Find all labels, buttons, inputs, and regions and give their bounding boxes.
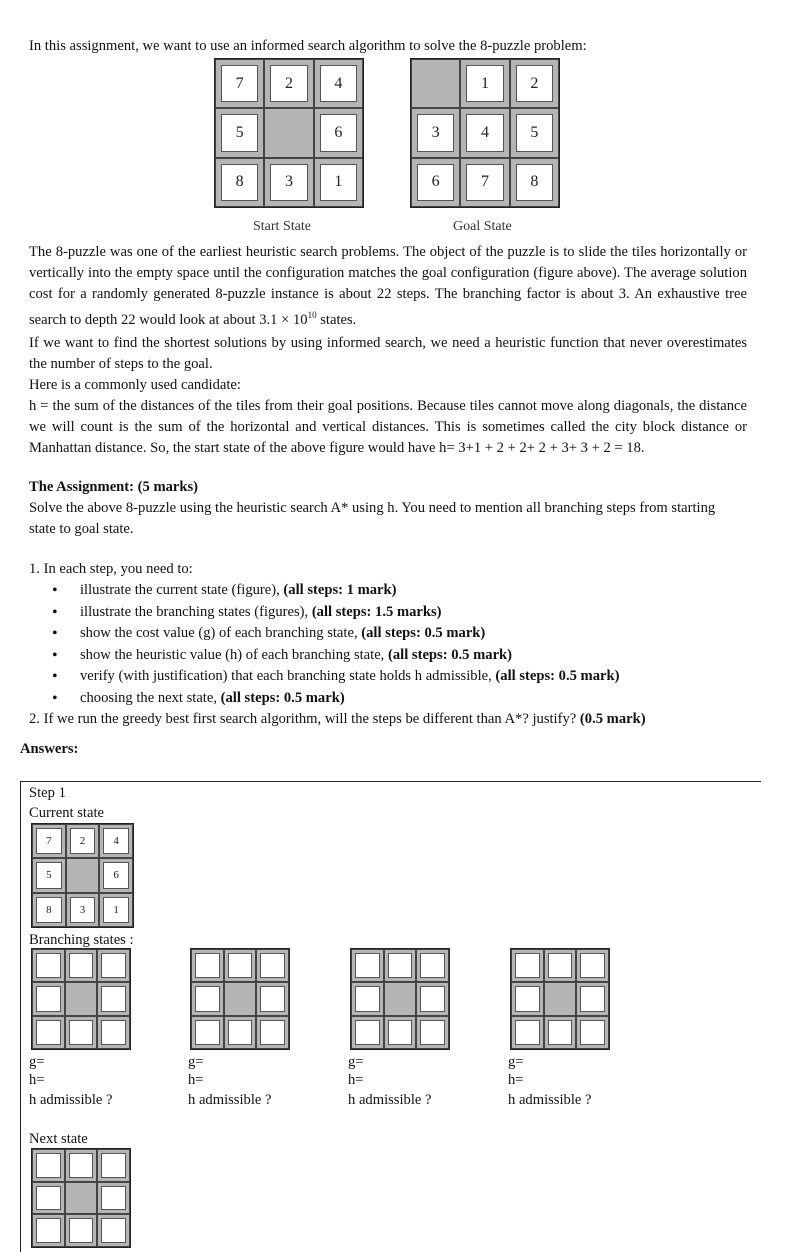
branching-state-cell xyxy=(511,982,544,1015)
start-state-grid xyxy=(214,58,364,208)
branching-state-tile xyxy=(260,986,285,1011)
current-state-tile: 7 xyxy=(36,828,62,854)
goal-state-cell xyxy=(460,108,509,157)
g-value-label: g= xyxy=(29,1054,45,1070)
branching-state-cell xyxy=(65,982,98,1015)
current-state-cell xyxy=(32,893,66,927)
next-state-tile xyxy=(36,1153,61,1178)
current-state-tile: 4 xyxy=(103,828,129,854)
branching-state-tile xyxy=(420,986,445,1011)
next-state-cell xyxy=(65,1182,98,1215)
start-state-cell xyxy=(264,59,313,108)
admissible-label: h admissible ? xyxy=(188,1092,272,1108)
next-state-cell xyxy=(97,1214,130,1247)
requirement-text: choosing the next state, xyxy=(80,689,221,706)
start-state-cell xyxy=(314,59,363,108)
current-state-cell xyxy=(66,858,100,892)
admissible-label: h admissible ? xyxy=(29,1092,113,1108)
requirement-text: illustrate the branching states (figures), xyxy=(80,603,312,620)
requirements-list xyxy=(52,580,619,709)
branching-state-cell xyxy=(351,1016,384,1049)
current-state-tile: 6 xyxy=(103,862,129,888)
branching-state-tile xyxy=(388,1020,413,1045)
requirement-item xyxy=(52,602,619,624)
requirement-item xyxy=(52,666,619,688)
goal-state-caption: Goal State xyxy=(453,219,512,234)
branching-state-cell xyxy=(65,1016,98,1049)
next-state-tile xyxy=(101,1153,126,1178)
branching-state-tile xyxy=(515,986,540,1011)
branching-state-cell xyxy=(544,949,577,982)
branching-state-cell xyxy=(384,1016,417,1049)
paragraph-1 xyxy=(29,242,747,331)
requirement-mark: (all steps: 0.5 mark) xyxy=(220,689,345,706)
current-state-tile: 3 xyxy=(70,897,96,923)
branching-state-tile xyxy=(260,953,285,978)
goal-state-cell xyxy=(460,59,509,108)
branching-state-cell xyxy=(256,982,289,1015)
goal-state-cell xyxy=(411,108,460,157)
item-1: 1. In each step, you need to: xyxy=(29,561,193,577)
current-state-tile: 1 xyxy=(103,897,129,923)
requirement-text: show the cost value (g) of each branching state, xyxy=(80,625,362,641)
requirement-item xyxy=(52,580,619,602)
branching-state-tile xyxy=(228,953,253,978)
h-value-label: h= xyxy=(188,1072,204,1088)
branching-state-tile xyxy=(548,1020,573,1045)
next-state-tile xyxy=(101,1186,126,1211)
branching-state-tile xyxy=(515,1020,540,1045)
branching-state-tile xyxy=(36,953,61,978)
g-value-label: g= xyxy=(348,1054,364,1070)
paragraph-2: If we want to find the shortest solutions by using informed search, we need a heuristic function that never overestimates the number of steps to the goal. xyxy=(29,335,747,372)
goal-state-tile: 4 xyxy=(466,114,503,151)
branching-state-tile xyxy=(101,953,126,978)
current-state-cell xyxy=(66,893,100,927)
start-state-tile: 4 xyxy=(320,65,357,102)
next-state-cell xyxy=(65,1214,98,1247)
h-value-label: h= xyxy=(348,1072,364,1088)
item-2-text: 2. If we run the greedy best first search algorithm, will the steps be different than A*? justify? xyxy=(29,711,580,727)
next-state-cell xyxy=(97,1149,130,1182)
requirement-mark: (all steps: 0.5 mark) xyxy=(361,625,486,641)
goal-state-tile: 1 xyxy=(466,65,503,102)
branching-state-cell xyxy=(544,982,577,1015)
branching-state-cell xyxy=(224,1016,257,1049)
start-state-cell xyxy=(264,108,313,157)
next-state-tile xyxy=(101,1218,126,1243)
current-state-cell xyxy=(99,893,133,927)
branching-state-tile xyxy=(228,1020,253,1045)
branching-state-cell xyxy=(224,982,257,1015)
branching-state-cell xyxy=(65,949,98,982)
start-state-tile: 7 xyxy=(221,65,258,102)
goal-state-tile: 2 xyxy=(516,65,553,102)
paragraph-1-end: states. xyxy=(316,311,357,328)
branching-state-grid xyxy=(31,948,131,1050)
branching-state-grid xyxy=(510,948,610,1050)
branching-state-cell xyxy=(576,949,609,982)
branching-state-cell xyxy=(32,982,65,1015)
start-state-cell xyxy=(215,59,264,108)
branching-state-cell xyxy=(256,1016,289,1049)
goal-state-tile: 3 xyxy=(417,114,454,151)
next-state-cell xyxy=(65,1149,98,1182)
next-state-cell xyxy=(32,1214,65,1247)
g-value-label: g= xyxy=(508,1054,524,1070)
branching-state-grid xyxy=(350,948,450,1050)
assignment-title: The Assignment: (5 marks) xyxy=(29,479,199,495)
next-state-cell xyxy=(97,1182,130,1215)
next-state-cell xyxy=(32,1149,65,1182)
state-count xyxy=(259,312,316,328)
branching-state-tile xyxy=(580,986,605,1011)
goal-state-cell xyxy=(411,59,460,108)
requirement-text: show the heuristic value (h) of each branching state, xyxy=(80,646,388,663)
branching-state-tile xyxy=(69,953,94,978)
goal-state-cell xyxy=(510,59,559,108)
current-state-tile: 8 xyxy=(36,897,62,923)
goal-state-tile: 8 xyxy=(516,164,553,201)
requirement-mark: (all steps: 0.5 mark) xyxy=(495,668,620,684)
branching-state-tile xyxy=(580,953,605,978)
goal-state-cell xyxy=(510,158,559,207)
branching-state-cell xyxy=(32,949,65,982)
branching-state-tile xyxy=(101,1020,126,1045)
item-2-mark: (0.5 mark) xyxy=(579,711,646,727)
current-state-cell xyxy=(66,824,100,858)
current-state-cell xyxy=(32,858,66,892)
goal-state-grid xyxy=(410,58,560,208)
start-state-cell xyxy=(314,158,363,207)
g-value-label: g= xyxy=(188,1054,204,1070)
branching-state-tile xyxy=(36,1020,61,1045)
requirement-item xyxy=(52,688,619,710)
start-state-tile: 2 xyxy=(270,65,307,102)
branching-state-tile xyxy=(355,953,380,978)
state-count-exponent: 10 xyxy=(307,310,317,320)
start-state-tile: 6 xyxy=(320,114,357,151)
next-state-tile xyxy=(36,1186,61,1211)
branching-state-tile xyxy=(515,953,540,978)
branching-state-cell xyxy=(256,949,289,982)
branching-state-tile xyxy=(420,1020,445,1045)
current-state-tile: 2 xyxy=(70,828,96,854)
branching-states-label: Branching states : xyxy=(29,932,134,948)
next-state-tile xyxy=(36,1218,61,1243)
goal-state-cell xyxy=(510,108,559,157)
start-state-cell xyxy=(215,158,264,207)
branching-state-cell xyxy=(191,982,224,1015)
start-state-cell xyxy=(215,108,264,157)
branching-state-cell xyxy=(351,949,384,982)
branching-state-tile xyxy=(36,986,61,1011)
branching-state-cell xyxy=(544,1016,577,1049)
start-state-tile: 3 xyxy=(270,164,307,201)
current-state-cell xyxy=(99,858,133,892)
requirement-mark: (all steps: 0.5 mark) xyxy=(387,646,513,663)
branching-state-cell xyxy=(416,949,449,982)
answers-heading: Answers: xyxy=(20,741,79,757)
assignment-text: Solve the above 8-puzzle using the heuristic search A* using h. You need to mention all branching steps from starting state to goal state. xyxy=(29,500,716,537)
start-state-tile: 8 xyxy=(221,164,258,201)
goal-state-tile: 5 xyxy=(516,114,553,151)
next-state-grid xyxy=(31,1148,131,1248)
branching-state-cell xyxy=(32,1016,65,1049)
branching-state-cell xyxy=(511,949,544,982)
branching-state-cell xyxy=(384,949,417,982)
requirement-mark: (all steps: 1.5 marks) xyxy=(311,603,442,620)
start-state-caption: Start State xyxy=(253,219,311,234)
admissible-label: h admissible ? xyxy=(508,1092,592,1108)
admissible-label: h admissible ? xyxy=(348,1092,432,1108)
goal-state-tile: 6 xyxy=(417,164,454,201)
branching-state-tile xyxy=(195,953,220,978)
current-state-tile: 5 xyxy=(36,862,62,888)
item-2 xyxy=(29,709,747,730)
intro-text: In this assignment, we want to use an informed search algorithm to solve the 8-puzzle problem: xyxy=(29,38,587,54)
start-state-tile: 5 xyxy=(221,114,258,151)
branching-state-cell xyxy=(191,949,224,982)
branching-state-tile xyxy=(355,1020,380,1045)
branching-state-tile xyxy=(69,1020,94,1045)
h-value-label: h= xyxy=(508,1072,524,1088)
branching-state-tile xyxy=(195,1020,220,1045)
state-count-base: 3.1 × 10 xyxy=(259,311,308,328)
goal-state-tile: 7 xyxy=(466,164,503,201)
next-state-tile xyxy=(69,1153,94,1178)
branching-state-cell xyxy=(97,1016,130,1049)
branching-state-cell xyxy=(416,1016,449,1049)
next-state-label: Next state xyxy=(29,1131,88,1147)
branching-state-tile xyxy=(548,953,573,978)
requirement-item xyxy=(52,623,619,645)
goal-state-cell xyxy=(411,158,460,207)
paragraph-3: Here is a commonly used candidate: xyxy=(29,377,241,393)
start-state-cell xyxy=(314,108,363,157)
branching-state-cell xyxy=(97,949,130,982)
requirement-item xyxy=(52,645,619,667)
start-state-cell xyxy=(264,158,313,207)
branching-state-tile xyxy=(355,986,380,1011)
next-state-tile xyxy=(69,1218,94,1243)
requirement-mark: (all steps: 1 mark) xyxy=(283,582,397,598)
branching-state-cell xyxy=(351,982,384,1015)
branching-state-cell xyxy=(416,982,449,1015)
start-state-tile: 1 xyxy=(320,164,357,201)
current-state-label: Current state xyxy=(29,805,104,821)
next-state-cell xyxy=(32,1182,65,1215)
branching-state-tile xyxy=(195,986,220,1011)
branching-state-cell xyxy=(511,1016,544,1049)
branching-state-cell xyxy=(224,949,257,982)
branching-state-tile xyxy=(580,1020,605,1045)
current-state-grid xyxy=(31,823,134,928)
branching-state-cell xyxy=(97,982,130,1015)
branching-state-tile xyxy=(101,986,126,1011)
branching-state-tile xyxy=(260,1020,285,1045)
h-value-label: h= xyxy=(29,1072,45,1088)
branching-state-tile xyxy=(420,953,445,978)
goal-state-cell xyxy=(460,158,509,207)
paragraph-1-text: The 8-puzzle was one of the earliest heuristic search problems. The object of the puzzle is to slide the tiles horizontally or vertically into the empty space until the configuration matches the goal configuration (figure above). The average solution cost for a randomly generated 8-puzzle instance is about 22 steps. The branching factor is about 3. An exhaustive tree search to depth 22 would look at about xyxy=(29,244,747,328)
branching-state-cell xyxy=(384,982,417,1015)
current-state-cell xyxy=(32,824,66,858)
requirement-text: illustrate the current state (figure), xyxy=(80,582,284,598)
branching-state-grid xyxy=(190,948,290,1050)
step-title: Step 1 xyxy=(29,785,66,801)
requirement-text: verify (with justification) that each branching state holds h admissible, xyxy=(80,668,496,684)
branching-state-cell xyxy=(576,1016,609,1049)
branching-state-tile xyxy=(388,953,413,978)
current-state-cell xyxy=(99,824,133,858)
branching-state-cell xyxy=(576,982,609,1015)
branching-state-cell xyxy=(191,1016,224,1049)
paragraph-4: h = the sum of the distances of the tiles from their goal positions. Because tiles cannot move along diagonals, the distance we will count is the sum of the horizontal and vertical distances. This is sometimes called the city block distance or Manhattan distance. So, the start state of the above figure would have h= 3+1 + 2 + 2+ 2 + 3+ 3 + 2 = 18. xyxy=(29,398,747,456)
